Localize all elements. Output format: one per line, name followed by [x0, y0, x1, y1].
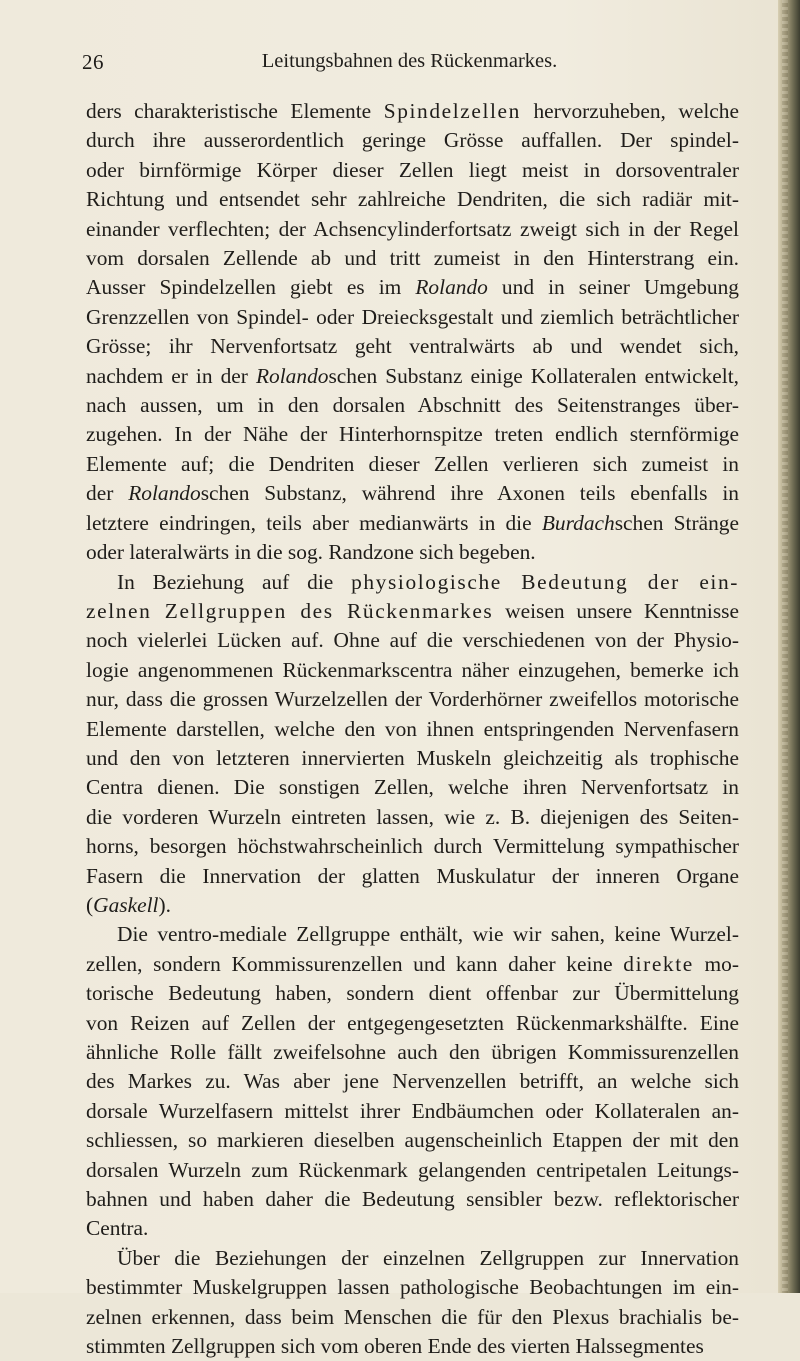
text-line — [86, 744, 739, 773]
text-line — [86, 509, 739, 538]
page-number: 26 — [82, 50, 104, 74]
text-line — [86, 1038, 739, 1067]
text-line — [86, 126, 739, 155]
spaced-emphasis: direkte — [623, 951, 694, 976]
text-run: nach aussen, um in den dorsalen Abschnitt des Seitenstranges über- — [86, 393, 739, 418]
text-line — [86, 391, 739, 420]
text-line — [86, 1126, 739, 1155]
text-run: zugehen. In der Nähe der Hinterhornspitze treten endlich sternförmige — [86, 422, 739, 447]
text-line — [86, 1097, 739, 1126]
text-run: horns, besorgen höchstwahrscheinlich durch Vermittelung sympathischer — [86, 834, 739, 859]
text-run: dorsale Wurzelfasern mittelst ihrer Endbäumchen oder Kollateralen an- — [86, 1098, 739, 1123]
text-run: Ausser Spindelzellen giebt es im — [86, 275, 416, 300]
text-line — [86, 215, 739, 244]
text-run: Centra dienen. Die sonstigen Zellen, welche ihren Nervenfortsatz in — [86, 775, 739, 800]
text-run: oder birnförmige Körper dieser Zellen liegt meist in dorsoventraler — [86, 157, 739, 182]
text-line — [86, 156, 739, 185]
text-run: Elemente auf; die Dendriten dieser Zellen verlieren sich zumeist in — [86, 451, 739, 476]
italic-name: Rolando — [415, 275, 488, 300]
text-run: und den von letzteren innervierten Muskeln gleichzeitig als trophische — [86, 745, 739, 770]
text-line — [86, 538, 739, 567]
italic-name: Rolando — [128, 481, 201, 506]
text-line — [86, 862, 739, 891]
text-run: und in seiner Umgebung — [487, 275, 739, 300]
text-run: von Reizen auf Zellen der entgegengesetzten Rückenmarkshälfte. Eine — [86, 1010, 739, 1035]
text-run: nur, dass die grossen Wurzelzellen der Vorderhörner zweifellos motorische — [86, 687, 739, 712]
text-run: ( — [86, 892, 94, 917]
text-line — [86, 1214, 739, 1243]
italic-name: Burdach — [541, 510, 615, 535]
italic-name: Gaskell — [93, 892, 159, 917]
text-line — [86, 950, 739, 979]
text-run: schen Stränge — [614, 510, 739, 535]
running-head — [82, 50, 737, 76]
text-line — [86, 273, 739, 302]
text-run: Richtung und entsendet sehr zahlreiche Dendriten, die sich radiär mit- — [86, 187, 739, 212]
text-line — [86, 244, 739, 273]
page-edge-shadow — [778, 0, 800, 1293]
text-run: Fasern die Innervation der glatten Muskulatur der inneren Organe — [86, 863, 739, 888]
text-line — [86, 803, 739, 832]
text-run: vom dorsalen Zellende ab und tritt zumeist in den Hinterstrang ein. — [86, 246, 739, 271]
paragraph — [86, 568, 739, 921]
text-line — [86, 479, 739, 508]
text-run: mo- — [693, 951, 739, 976]
text-run: Über die Beziehungen der einzelnen Zellgruppen zur Innervation — [117, 1245, 739, 1270]
text-line — [86, 656, 739, 685]
text-run: nachdem er in der — [86, 363, 256, 388]
text-run: weisen unsere Kenntnisse — [493, 598, 740, 623]
text-run: Grenzzellen von Spindel- oder Dreiecksgestalt und ziemlich beträchtlicher — [86, 304, 739, 329]
text-line — [86, 715, 739, 744]
text-run: die vorderen Wurzeln eintreten lassen, wie z. B. diejenigen des Seiten- — [86, 804, 739, 829]
text-run: zellen, sondern Kommissurenzellen und kann daher keine — [86, 951, 624, 976]
text-line — [86, 1156, 739, 1185]
text-run: durch ihre ausserordentlich geringe Grösse auffallen. Der spindel- — [86, 128, 739, 153]
paragraph — [86, 1244, 739, 1361]
text-run: stimmten Zellgruppen sich vom oberen Ende des vierten Halssegmentes — [86, 1334, 704, 1359]
text-run: des Markes zu. Was aber jene Nervenzellen betrifft, an welche sich — [86, 1069, 739, 1094]
text-run: ähnliche Rolle fällt zweifelsohne auch den übrigen Kommissurenzellen — [86, 1040, 739, 1064]
text-run: Elemente darstellen, welche den von ihnen entspringenden Nervenfasern — [86, 716, 739, 741]
text-run: noch vielerlei Lücken auf. Ohne auf die verschiedenen von der Physio- — [86, 628, 739, 653]
text-line — [86, 920, 739, 949]
text-line — [86, 1332, 739, 1361]
text-run: In Beziehung auf die — [117, 569, 352, 594]
text-line — [86, 1009, 739, 1038]
text-line — [86, 626, 739, 655]
text-line — [86, 1185, 739, 1214]
text-run: Die ventro-mediale Zellgruppe enthält, wie wir sahen, keine Wurzel- — [117, 922, 739, 947]
running-title: Leitungsbahnen des Rückenmarkes. — [261, 50, 558, 72]
italic-name: Rolando — [255, 363, 329, 388]
text-run: ). — [158, 892, 171, 917]
text-line — [86, 1244, 739, 1273]
text-line — [86, 362, 739, 391]
text-line — [86, 891, 739, 920]
text-line — [86, 1067, 739, 1096]
text-line — [86, 1273, 739, 1302]
text-run: bahnen und haben daher die Bedeutung sensibler bezw. reflektorischer — [86, 1187, 739, 1212]
text-run: schen Substanz, während ihre Axonen teils ebenfalls in — [200, 481, 739, 506]
text-line — [86, 979, 739, 1008]
text-line — [86, 832, 739, 861]
text-line — [86, 450, 739, 479]
text-run: Centra. — [86, 1216, 149, 1241]
text-line — [86, 420, 739, 449]
text-run: zelnen erkennen, dass beim Menschen die für den Plexus brachialis be- — [86, 1304, 739, 1329]
text-run: ders charakteristische Elemente — [86, 99, 384, 123]
text-run: bestimmter Muskelgruppen lassen pathologische Beobachtungen im ein- — [86, 1275, 739, 1300]
text-line — [86, 185, 739, 214]
text-run: der — [86, 481, 129, 506]
text-line — [86, 597, 739, 626]
spaced-emphasis: Spindelzellen — [383, 99, 521, 123]
text-run: einander verflechten; der Achsencylinderfortsatz zweigt sich in der Regel — [86, 216, 739, 241]
text-run: logie angenommenen Rückenmarkscentra näher einzugehen, bemerke ich — [86, 657, 739, 682]
text-line — [86, 568, 739, 597]
text-line — [86, 332, 739, 361]
text-run: oder lateralwärts in die sog. Randzone sich begeben. — [86, 540, 536, 565]
text-run: schen Substanz einige Kollateralen entwickelt, — [328, 363, 740, 388]
paragraph — [86, 97, 739, 568]
spaced-emphasis: physiologische Bedeutung der ein- — [351, 569, 739, 594]
text-line — [86, 773, 739, 802]
text-run: schliessen, so markieren dieselben augenscheinlich Etappen der mit den — [86, 1128, 739, 1153]
spaced-emphasis: zelnen Zellgruppen des Rückenmarkes — [86, 598, 494, 623]
text-line — [86, 97, 739, 126]
text-run: torische Bedeutung haben, sondern dient offenbar zur Übermittelung — [86, 981, 739, 1006]
paragraph — [86, 920, 739, 1243]
text-line — [86, 685, 739, 714]
text-line — [86, 303, 739, 332]
text-run: Grösse; ihr Nervenfortsatz geht ventralwärts ab und wendet sich, — [86, 334, 739, 359]
body-text — [86, 97, 739, 1361]
text-line — [86, 1303, 739, 1332]
text-run: hervorzuheben, welche — [520, 99, 739, 123]
text-run: letztere eindringen, teils aber medianwärts in die — [86, 510, 542, 535]
text-run: dorsalen Wurzeln zum Rückenmark gelangenden centripetalen Leitungs- — [86, 1157, 739, 1182]
